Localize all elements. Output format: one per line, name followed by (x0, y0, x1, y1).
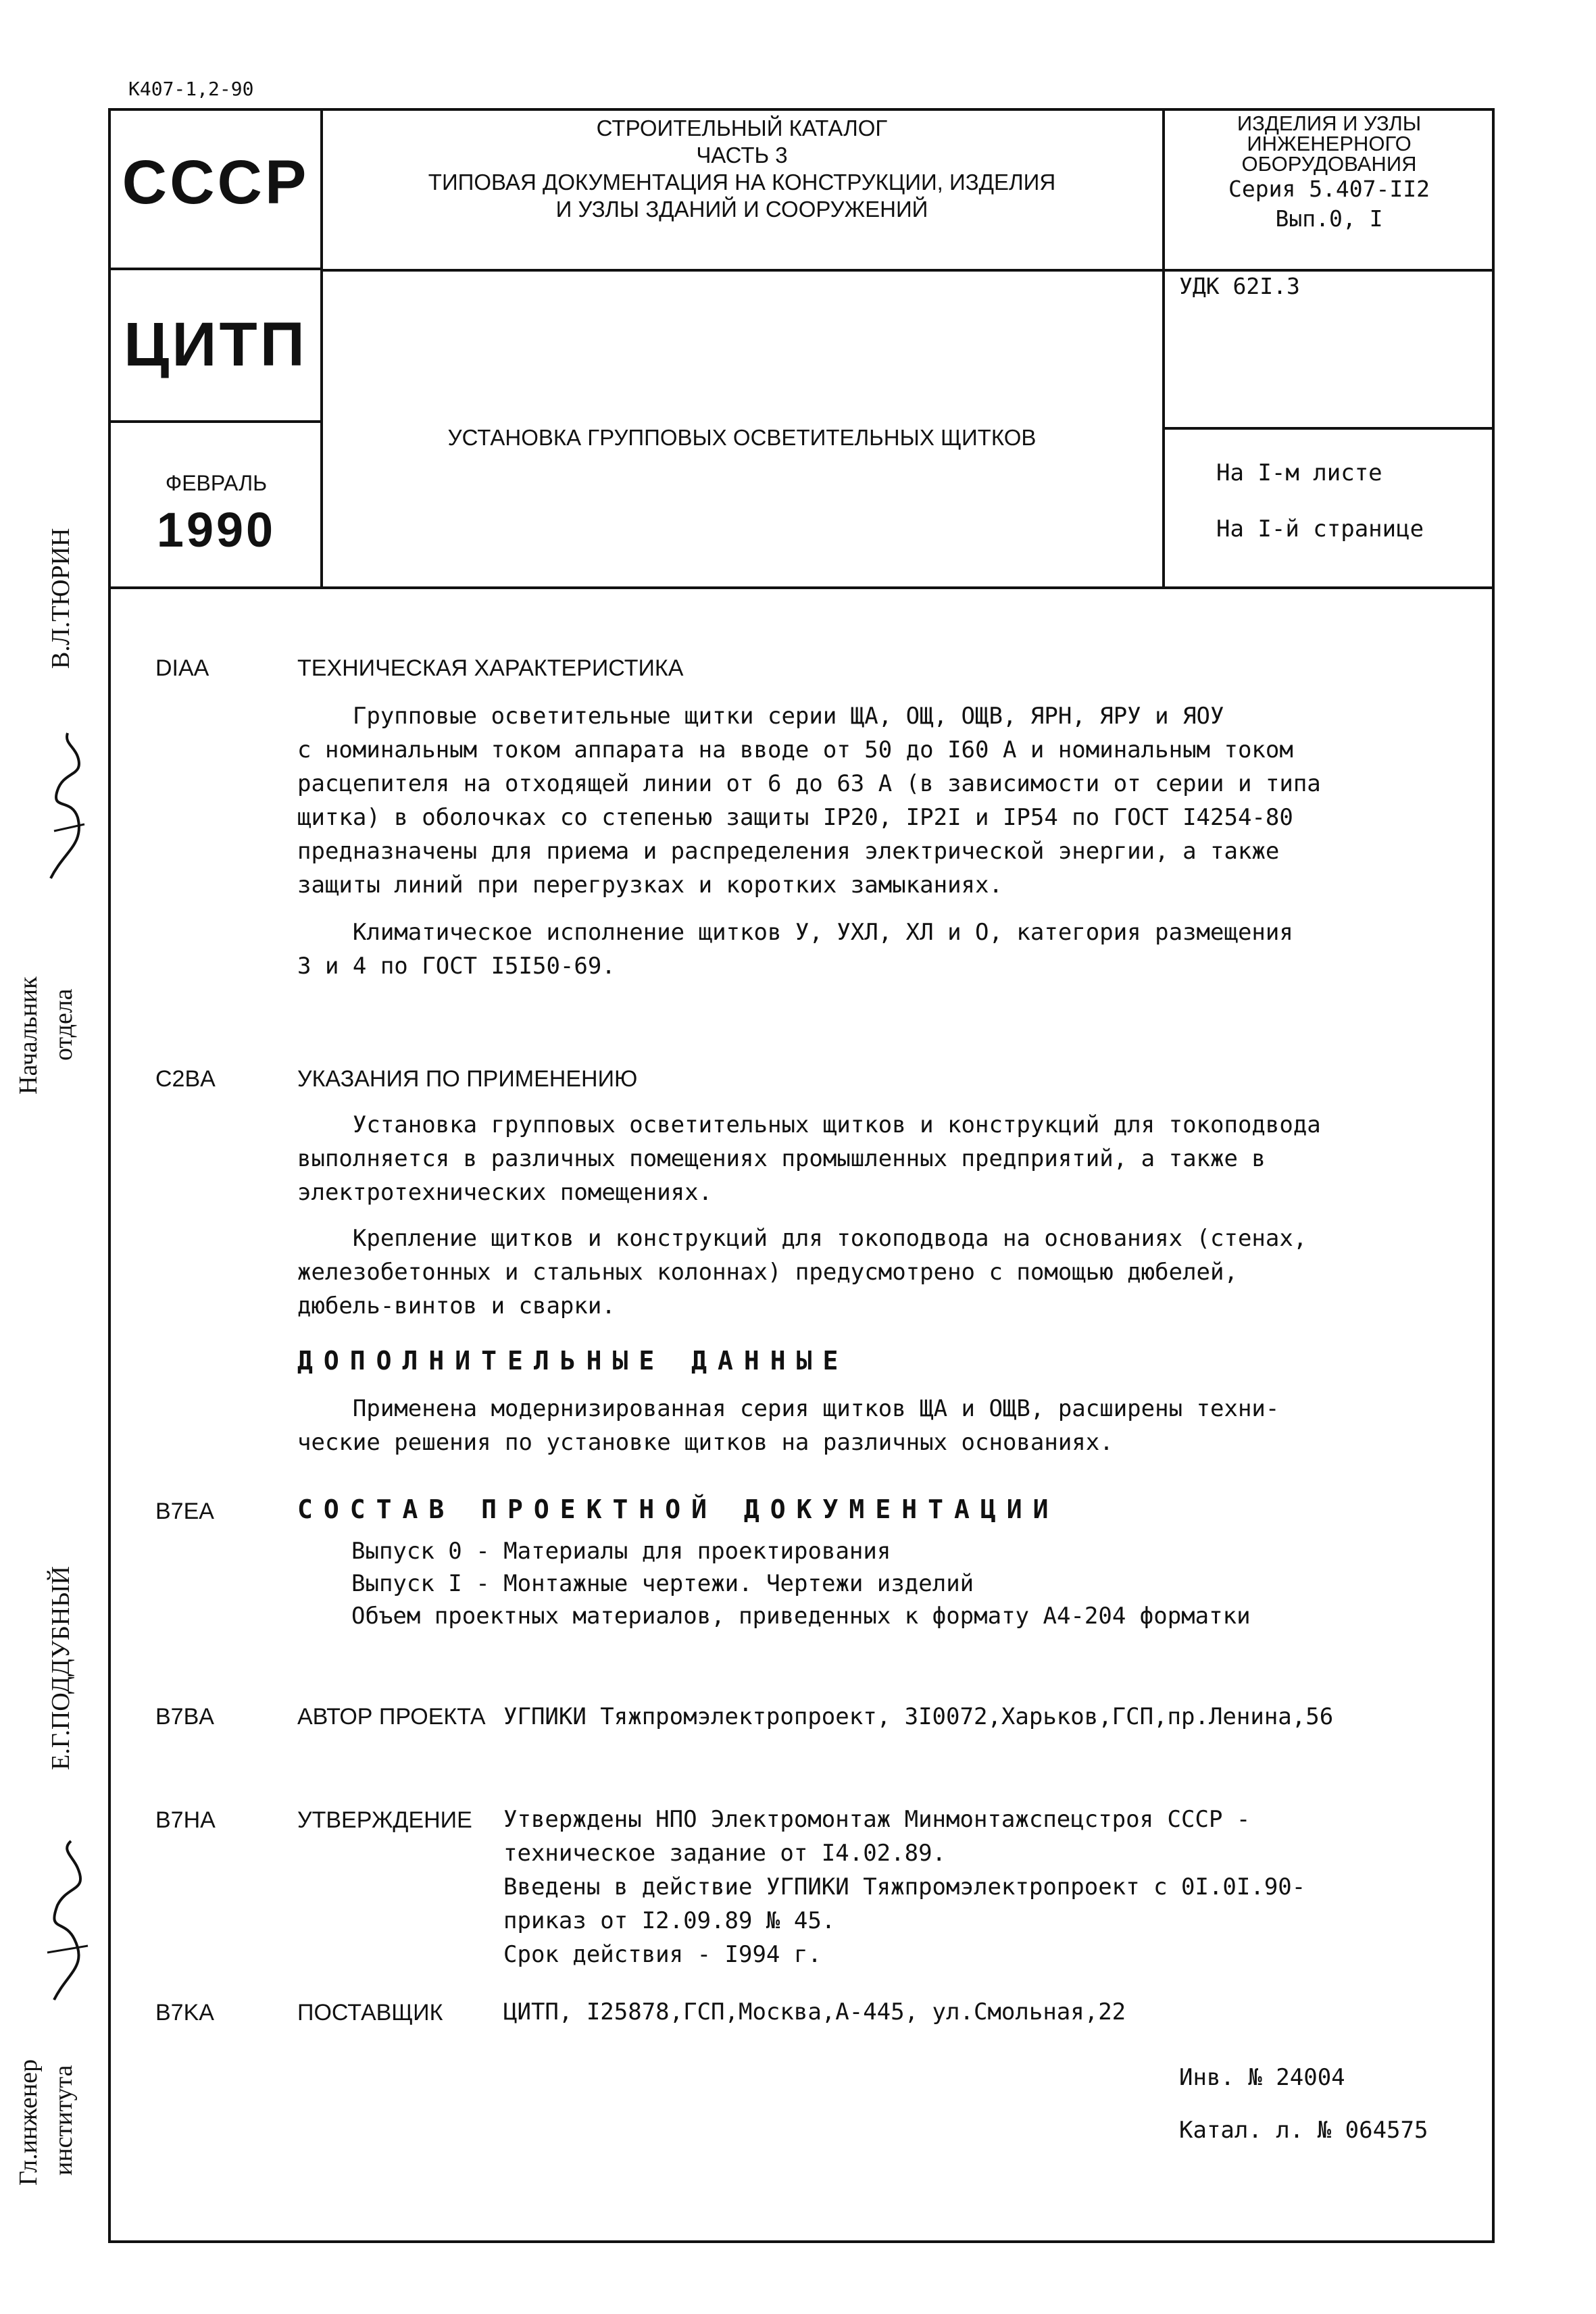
text-line: щитка) в оболочках со степенью защиты IP20, IP2I и IP54 по ГОСТ I4254-80 (297, 804, 1293, 831)
header-rule-main (320, 269, 1495, 272)
signer-role-bottom: Гл.инженер (14, 2059, 43, 2186)
approval-text (503, 1803, 1305, 1971)
text-line: Климатическое исполнение щитков У, УХЛ, ХЛ и О, категория размещения (297, 919, 1293, 946)
text-line: Установка групповых осветительных щитков и конструкций для токоподвода (297, 1111, 1321, 1138)
document-title: УСТАНОВКА ГРУППОВЫХ ОСВЕТИТЕЛЬНЫХ ЩИТКОВ (447, 425, 1037, 450)
text-line: Срок действия - I994 г. (503, 1941, 822, 1968)
author-text: УГПИКИ Тяжпромэлектропроект, 3I0072,Харьков,ГСП,пр.Ленина,56 (503, 1703, 1334, 1730)
month-label: ФЕВРАЛЬ (165, 471, 268, 495)
section-code: B7EA (155, 1499, 214, 1524)
header-rule-udk (1162, 427, 1495, 430)
catalog-line: И УЗЛЫ ЗДАНИЙ И СООРУЖЕНИЙ (555, 197, 928, 222)
section-heading: СОСТАВ ПРОЕКТНОЙ ДОКУМЕНТАЦИИ (297, 1494, 1059, 1524)
section-label: УТВЕРЖДЕНИЕ (297, 1807, 472, 1833)
catalog-sheet-number: Катал. л. № 064575 (1179, 2117, 1428, 2144)
udk-label: УДК 62I.3 (1179, 273, 1300, 299)
text-line: расцепителя на отходящей линии от 6 до 63 А (в зависимости от серии и типа (297, 770, 1321, 797)
ussr-label: СССР (122, 148, 309, 217)
text-line: Выпуск 0 - Материалы для проектирования (351, 1538, 891, 1565)
signer-role-top: Начальник (14, 976, 43, 1095)
catalog-line: ТИПОВАЯ ДОКУМЕНТАЦИЯ НА КОНСТРУКЦИИ, ИЗДЕЛИЯ (428, 170, 1056, 195)
text-line: выполняется в различных помещениях промышленных предприятий, а также в (297, 1145, 1266, 1172)
signer-role-top: отдела (49, 988, 78, 1061)
text-line: ческие решения по установке щитков на различных основаниях. (297, 1429, 1114, 1456)
section-heading: ДОПОЛНИТЕЛЬНЫЕ ДАННЫЕ (297, 1346, 849, 1376)
text-line: Объем проектных материалов, приведенных к формату А4-204 форматки (351, 1603, 1251, 1630)
extra-paragraph (297, 1392, 1279, 1459)
text-line: предназначены для приема и распределения электрической энергии, а также (297, 838, 1280, 865)
section-code: DIAA (155, 655, 209, 681)
supplier-text: ЦИТП, I25878,ГСП,Москва,А-445, ул.Смольная,22 (503, 1998, 1126, 2026)
section-label: АВТОР ПРОЕКТА (297, 1704, 486, 1730)
issue-label: Вып.0, I (1275, 205, 1383, 232)
section-code: B7KA (155, 2000, 214, 2026)
signature-bottom (34, 1838, 101, 2007)
year-label: 1990 (156, 503, 276, 557)
text-line: Введены в действие УГПИКИ Тяжпромэлектропроект с 0I.0I.90- (503, 1873, 1306, 1901)
text-line: защиты линий при перегрузках и коротких замыканиях. (297, 872, 1003, 899)
signer-role-bottom: института (49, 2065, 78, 2175)
section-label: ПОСТАВЩИК (297, 2000, 443, 2026)
category-line: ИНЖЕНЕРНОГО (1247, 132, 1412, 155)
text-line: Групповые осветительные щитки серии ЩА, ОЩ, ОЩВ, ЯРН, ЯРУ и ЯОУ (297, 703, 1224, 730)
section-code: C2BA (155, 1066, 216, 1092)
catalog-line: ЧАСТЬ 3 (696, 143, 788, 168)
category-line: ИЗДЕЛИЯ И УЗЛЫ (1237, 111, 1422, 135)
signer-name-bottom: Е.Г.ПОДДУБНЫЙ (47, 1566, 75, 1770)
section-code: B7BA (155, 1704, 214, 1730)
document-code: К407-1,2-90 (128, 78, 254, 100)
section-code: B7HA (155, 1807, 216, 1833)
header-rule-ussr (108, 268, 320, 270)
text-line: Утверждены НПО Электромонтаж Минмонтажспецстроя СССР - (503, 1806, 1251, 1833)
text-line: электротехнических помещениях. (297, 1179, 713, 1206)
series-label: Серия 5.407-II2 (1228, 176, 1430, 202)
header-rule-citp (108, 420, 320, 423)
header-bottom-rule (108, 586, 1495, 589)
text-line: дюбель-винтов и сварки. (297, 1292, 616, 1319)
text-line: железобетонных и стальных колоннах) предусмотрено с помощью дюбелей, (297, 1259, 1238, 1286)
section-heading: УКАЗАНИЯ ПО ПРИМЕНЕНИЮ (297, 1066, 638, 1092)
citp-label: ЦИТП (124, 310, 307, 379)
usage-paragraph-2 (297, 1222, 1307, 1323)
catalog-line: СТРОИТЕЛЬНЫЙ КАТАЛОГ (596, 116, 888, 141)
catalog-block (324, 115, 1159, 223)
text-line: техническое задание от I4.02.89. (503, 1840, 947, 1867)
text-line: с номинальным током аппарата на вводе от 50 до I60 А и номинальным током (297, 736, 1293, 763)
tech-paragraph-1 (297, 699, 1321, 902)
category-block (1166, 111, 1492, 234)
signature-top (37, 730, 98, 885)
signer-name-top: В.Л.ТЮРИН (47, 528, 75, 669)
usage-paragraph-1 (297, 1108, 1321, 1209)
tech-paragraph-2 (297, 915, 1293, 983)
category-line: ОБОРУДОВАНИЯ (1241, 152, 1417, 176)
text-line: приказ от I2.09.89 № 45. (503, 1907, 836, 1934)
text-line: Выпуск I - Монтажные чертежи. Чертежи изделий (351, 1570, 974, 1597)
text-line: Крепление щитков и конструкций для токоподвода на основаниях (стенах, (297, 1225, 1307, 1252)
sheet-label: На I-м листе (1216, 459, 1382, 486)
composition-list (351, 1535, 1251, 1632)
section-heading: ТЕХНИЧЕСКАЯ ХАРАКТЕРИСТИКА (297, 655, 684, 681)
page-label: На I-й странице (1216, 515, 1424, 543)
header-divider-right (1162, 108, 1165, 588)
inventory-number: Инв. № 24004 (1179, 2064, 1345, 2091)
text-line: 3 и 4 по ГОСТ I5I50-69. (297, 953, 616, 980)
text-line: Применена модернизированная серия щитков ЩА и ОЩВ, расширены техни- (297, 1395, 1280, 1422)
header-divider-left (320, 108, 323, 588)
